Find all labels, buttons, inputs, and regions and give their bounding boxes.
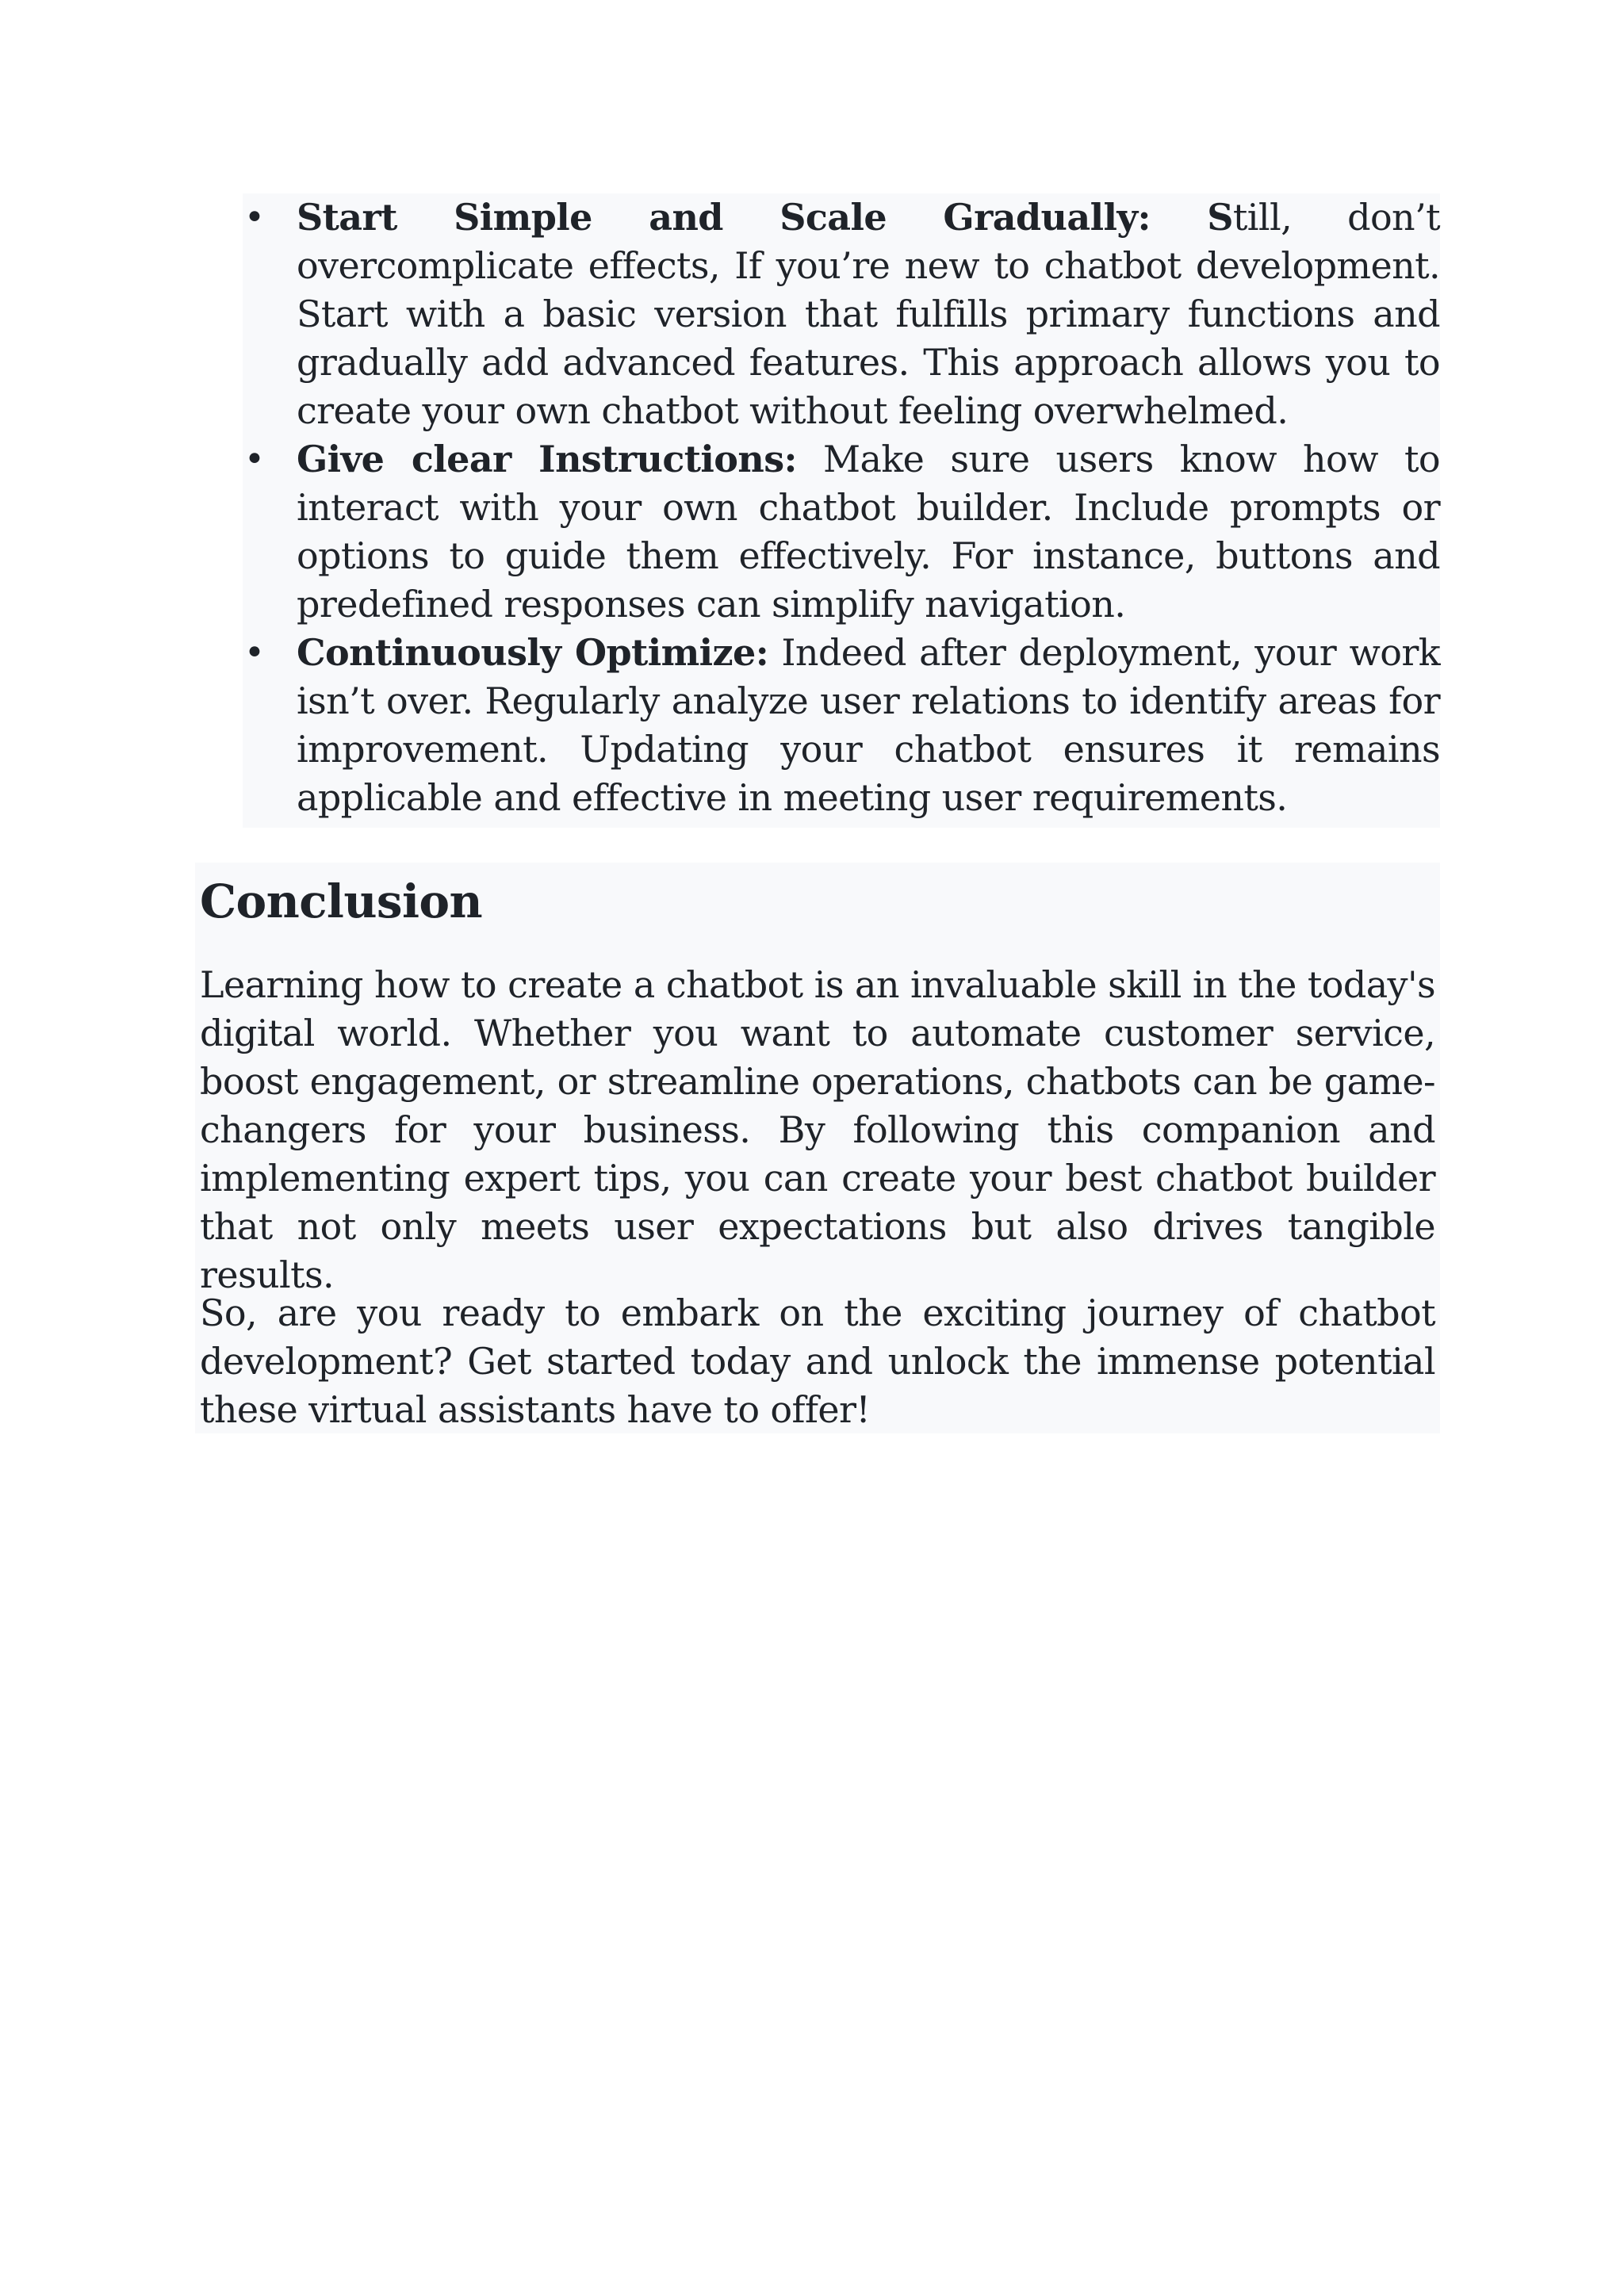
- tips-list: [243, 193, 1440, 822]
- conclusion-paragraph: So, are you ready to embark on the exciting journey of chatbot development? Get started today and unlock the immense potential these virtual assistants have to offer!: [200, 1292, 1435, 1431]
- bullet-icon: •: [244, 197, 265, 238]
- tip-body: Indeed after deployment, your work isn’t over. Regularly analyze user relations to identify areas for improvement. Updating your chatbot ensures it remains applicable and effective in meeting user requirements.: [297, 631, 1440, 819]
- tip-body: Make sure users know how to interact with your own chatbot builder. Include prompts or options to guide them effectively. For instance, buttons and predefined responses can simplify navigation.: [297, 438, 1440, 626]
- tip-body: till, don’t overcomplicate effects, If you’re new to chatbot development. Start with a basic version that fulfills primary functions and gradually add advanced features. This approach allows you to create your own chatbot without feeling overwhelmed.: [297, 196, 1440, 432]
- tip-lead: Give clear Instructions:: [297, 438, 797, 480]
- tips-section: [243, 193, 1440, 828]
- conclusion-heading: Conclusion: [200, 874, 483, 928]
- conclusion-paragraph: Learning how to create a chatbot is an invaluable skill in the today's digital world. Whether you want to automate customer service, boost engagement, or streamline operations, chatbots can be game-changers for your business. By following this companion and implementing expert tips, you can create your best chatbot builder that not only meets user expectations but also drives tangible results.: [200, 963, 1435, 1296]
- tip-item-clear-instructions: [243, 435, 1440, 629]
- tip-item-continuously-optimize: [243, 629, 1440, 822]
- bullet-icon: •: [244, 633, 265, 673]
- tip-lead: Start Simple and Scale Gradually: S: [297, 196, 1233, 239]
- tip-item-start-simple: [243, 193, 1440, 435]
- conclusion-section: [195, 863, 1440, 1433]
- bullet-icon: •: [244, 439, 265, 480]
- tip-lead: Continuously Optimize:: [297, 631, 769, 674]
